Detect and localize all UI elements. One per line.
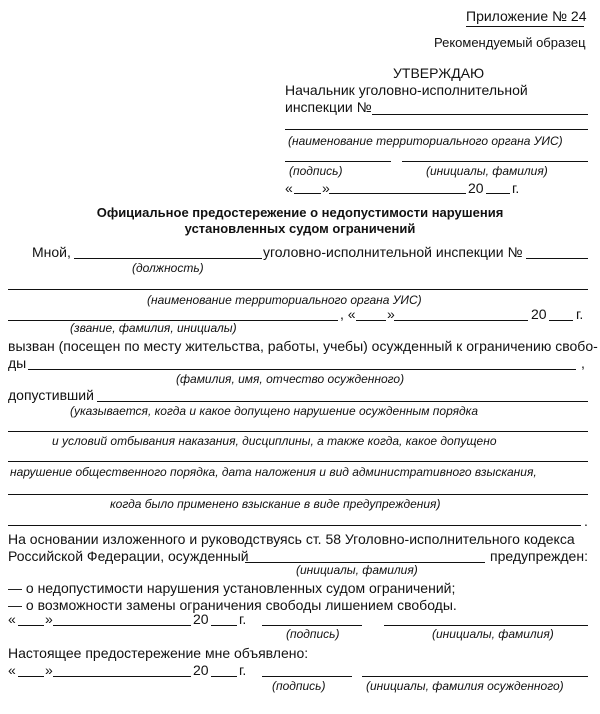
dy-text: ды [8,355,27,371]
signoff2-year: 20 [193,662,209,678]
territorial-body-caption: (наименование территориального органа УИС) [288,134,563,148]
body-date-day-field[interactable] [356,320,386,321]
body-date-month-field[interactable] [394,320,528,321]
inspection-number-field[interactable] [372,114,588,115]
approval-date-close-quote: » [322,180,330,196]
signoff2-signature-caption: (подпись) [272,679,326,693]
signoff1-month-field[interactable] [53,625,191,626]
convict-name-field[interactable] [28,369,576,370]
signoff1-signature-field[interactable] [262,625,362,626]
signoff2-day-field[interactable] [18,676,44,677]
signoff1-initials-field[interactable] [384,625,588,626]
body-territorial-body-field[interactable] [8,289,588,290]
approver-position-line1: Начальник уголовно-исполнительной [285,82,528,98]
position-caption: (должность) [132,261,204,275]
approval-date-year-suffix: г. [512,180,520,196]
summoned-text: вызван (посещен по месту жительства, работы, учебы) осужденный к ограничению свобо- [8,338,598,354]
by-me-label: Мной, [32,244,71,260]
body-date-open: , « [340,306,356,322]
appendix-underline [466,26,584,27]
inspection-number-label: уголовно-исполнительной инспекции № [263,244,523,260]
signoff1-year: 20 [193,611,209,627]
approver-signature-field[interactable] [285,161,391,162]
signoff2-month-field[interactable] [53,676,191,677]
announced-label: Настоящее предостережение мне объявлено: [8,645,309,661]
approval-date-month-field[interactable] [329,193,466,194]
body-date-close: » [387,306,395,322]
signoff2-convict-caption: (инициалы, фамилия осужденного) [366,679,564,693]
territorial-body-field[interactable] [285,129,588,130]
rank-caption: (звание, фамилия, инициалы) [70,321,237,335]
signoff1-initials-caption: (инициалы, фамилия) [432,627,554,641]
body-date-year-field[interactable] [549,320,573,321]
signoff1-day-field[interactable] [18,625,44,626]
violation-period: . [584,513,588,529]
violation-caption-1: (указывается, когда и какое допущено нарушение осужденным порядка [70,404,479,418]
approver-position-line2: инспекции № [285,99,372,115]
body-territorial-caption: (наименование территориального органа УИС) [147,293,422,307]
body-date-year: 20 [531,306,547,322]
warned-convict-caption: (инициалы, фамилия) [296,563,418,577]
approve-heading: УТВЕРЖДАЮ [393,65,485,81]
signoff1-open-quote: « [8,611,16,627]
signoff2-open-quote: « [8,662,16,678]
body-inspection-number-field[interactable] [526,258,588,259]
signoff1-year-field[interactable] [211,625,237,626]
approval-date-year-field[interactable] [486,193,510,194]
signoff1-signature-caption: (подпись) [286,627,340,641]
signoff1-close-quote: » [45,611,53,627]
body-date-year-suffix: г. [576,306,584,322]
violation-caption-2: и условий отбывания наказания, дисциплины, а также когда, какое допущено [52,434,497,448]
approver-initials-field[interactable] [402,161,588,162]
violation-field-2[interactable] [8,431,588,432]
document-title-line2: установленных судом ограничений [184,221,416,236]
signoff2-year-field[interactable] [211,676,237,677]
signoff1-year-suffix: г. [239,611,247,627]
convict-name-end-comma: , [581,355,585,371]
signoff2-convict-initials-field[interactable] [362,676,588,677]
violation-field-5[interactable] [8,525,581,526]
violation-caption-4: когда было применено взыскание в виде предупреждения) [110,497,441,511]
approval-date-open-quote: « [285,180,293,196]
approver-signature-caption: (подпись) [289,164,343,178]
officer-position-field[interactable] [74,258,262,259]
signoff2-close-quote: » [45,662,53,678]
signoff2-signature-field[interactable] [262,676,352,677]
convict-name-caption: (фамилия, имя, отчество осужденного) [176,372,405,386]
approval-date-day-field[interactable] [294,193,321,194]
warning-item-1: — о недопустимости нарушения установленных судом ограничений; [8,580,456,596]
approver-initials-caption: (инициалы, фамилия) [426,164,548,178]
violation-field-3[interactable] [8,461,588,462]
recommended-sample-label: Рекомендуемый образец [434,35,586,50]
violation-caption-3: нарушение общественного порядка, дата наложения и вид административного взыскания, [10,465,537,479]
appendix-label: Приложение № 24 [466,8,587,24]
admitted-label: допустивший [8,387,94,403]
signoff2-year-suffix: г. [239,662,247,678]
approval-date-year: 20 [468,180,484,196]
warning-item-2: — о возможности замены ограничения свободы лишением свободы. [8,597,457,613]
document-title-line1: Официальное предостережение о недопустимости нарушения [96,205,504,220]
violation-field-1[interactable] [97,401,588,402]
basis-text-line1: На основании изложенного и руководствуясь ст. 58 Уголовно-исполнительного кодекса [8,531,575,547]
warned-label: предупрежден: [490,548,588,564]
violation-field-4[interactable] [8,494,588,495]
basis-text-line2: Российской Федерации, осужденный [8,548,249,564]
